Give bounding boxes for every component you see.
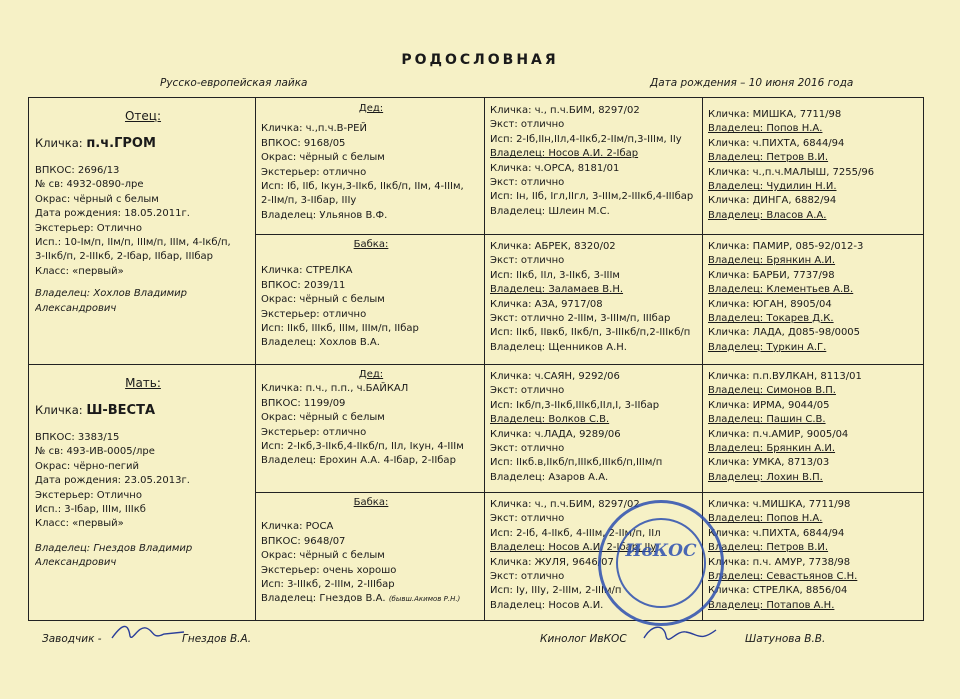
grandparent-line: Владелец: Хохлов В.А.: [261, 337, 380, 349]
column-divider: [484, 98, 485, 620]
grandparent-cell-paternal-granddam: [261, 238, 481, 362]
grandparent-cell-maternal-granddam: [261, 496, 481, 620]
father-name-label: Кличка:: [35, 136, 83, 151]
grandparent-line: Кличка: РОСА: [261, 521, 334, 533]
mother-heading: Мать:: [125, 376, 161, 390]
mother-info-line: Окрас: чёрно-пегий: [35, 460, 140, 472]
cynologist-label: Кинолог ИвКОС: [540, 633, 627, 645]
ancestor-line: Владелец: Петров В.И.: [708, 152, 829, 164]
ancestor-line: Владелец: Брянкин А.И.: [708, 255, 836, 267]
ancestor-line: Владелец: Севастьянов С.Н.: [708, 570, 858, 582]
grandparent-line: Окрас: чёрный с белым: [261, 550, 385, 562]
ancestor-line: Кличка: ДИНГА, 6882/94: [708, 195, 837, 207]
father-info-line: № св: 4932-0890-лре: [35, 179, 144, 191]
grandparent-owner-row: [261, 592, 481, 606]
ancestor-line: Экст: отлично: [490, 119, 565, 131]
ancestor-line: Владелец: Туркин А.Г.: [708, 341, 827, 353]
ancestor-line: Кличка: УМКА, 8713/03: [708, 457, 830, 469]
father-info-line: Исп.: 10-Iм/п, IIм/п, IIIм/п, IIIм, 4-Iкб/п,: [35, 236, 231, 248]
ancestor-line: Владелец: Пашин С.В.: [708, 414, 826, 426]
ancestor-line: Владелец: Азаров А.А.: [490, 471, 609, 483]
grandparent-line: Окрас: чёрный с белым: [261, 152, 385, 164]
ancestor-line: Владелец: Власов А.А.: [708, 209, 827, 221]
ancestor-line: Кличка: ЛАДА, Д085-98/0005: [708, 327, 861, 339]
father-cell: [35, 98, 251, 364]
ancestor-line: Кличка: ч.,п.ч.МАЛЫШ, 7255/96: [708, 166, 875, 178]
grandparent-line: Владелец: Ульянов В.Ф.: [261, 209, 388, 221]
father-info-line: ВПКОС: 2696/13: [35, 164, 120, 176]
organization-stamp: [598, 500, 724, 626]
ancestor-line: Исп: Iкб/п,3-IIкб,IIIкб,IIл,I, 3-IIбар: [490, 399, 660, 411]
ancestor-line: Кличка: ЮГАН, 8905/04: [708, 298, 832, 310]
ancestor-line: Кличка: ч.ПИХТА, 6844/94: [708, 527, 845, 539]
breeder-name: Гнездов В.А.: [182, 633, 252, 645]
great-great-grandparents-cell: [708, 108, 922, 232]
grandparent-line: Окрас: чёрный с белым: [261, 294, 385, 306]
grandparent-line: ВПКОС: 9648/07: [261, 535, 346, 547]
ancestor-line: Владелец: Носов А.И.: [490, 599, 604, 611]
ancestor-line: Исп: Iн, IIб, Iгл,IIгл, 3-IIIм,2-IIIкб,4-IIIбар: [490, 191, 694, 203]
grandparent-line: Окрас: чёрный с белым: [261, 412, 385, 424]
ancestor-line: Экст: отлично: [490, 513, 565, 525]
ancestor-line: Кличка: ч.ПИХТА, 6844/94: [708, 137, 845, 149]
ancestor-line: Исп: IIкб.в,IIкб/п,IIIкб,IIIкб/п,IIIм/п: [490, 457, 663, 469]
ancestor-line: Владелец: Клементьев А.В.: [708, 284, 854, 296]
grandparent-line: Кличка: п.ч., п.п., ч.БАЙКАЛ: [261, 383, 409, 395]
breed: Русско-европейская лайка: [160, 77, 308, 89]
ancestor-line: Владелец: Носов А.И. 2-Iбар: [490, 148, 639, 160]
ancestor-line: Кличка: ч., п.ч.БИМ, 8297/02: [490, 499, 640, 510]
great-great-grandparents-cell: [708, 498, 922, 620]
mother-info-line: Экстерьер: Отлично: [35, 489, 142, 501]
grandparent-line: ВПКОС: 1199/09: [261, 397, 346, 409]
column-divider: [255, 98, 256, 620]
ancestor-line: Кличка: п.п.ВУЛКАН, 8113/01: [708, 371, 862, 382]
ancestor-line: Исп: IIкб, IIвкб, IIкб/п, 3-IIIкб/п,2-IIIкб/п: [490, 327, 691, 339]
father-info-line: Экстерьер: Отлично: [35, 222, 142, 234]
breeder-label: Заводчик -: [42, 633, 102, 645]
ancestor-line: Владелец: Петров В.И.: [708, 542, 829, 554]
grandparent-line: ВПКОС: 2039/11: [261, 279, 346, 291]
grandparent-line: Кличка: ч.,п.ч.В-РЕЙ: [261, 123, 367, 135]
cynologist-signature: [640, 620, 720, 650]
mother-owner: Владелец: Гнездов Владимир: [35, 542, 193, 554]
mother-name: Ш-ВЕСТА: [86, 403, 156, 419]
ancestor-line: Владелец: Заламаев В.Н.: [490, 284, 624, 296]
ancestor-line: Кличка: ч., п.ч.БИМ, 8297/02: [490, 105, 640, 116]
ancestor-line: Владелец: Щенников А.Н.: [490, 341, 627, 353]
ancestor-line: Кличка: ЖУЛЯ, 9646/07: [490, 556, 614, 568]
ancestor-line: Владелец: Потапов А.Н.: [708, 599, 835, 611]
stamp-inner-ring: [616, 518, 706, 608]
document-title: РОДОСЛОВНАЯ: [401, 52, 559, 68]
grandparent-caption: Дед:: [358, 103, 384, 114]
ancestor-line: Экст: отлично: [490, 255, 565, 267]
ancestor-line: Кличка: п.ч.АМИР, 9005/04: [708, 428, 849, 440]
ancestor-line: Исп: 2-Iб, 4-IIкб, 4-IIIм, 2-IIм/п, IIл: [490, 527, 661, 539]
grandparent-line: Экстерьер: отлично: [261, 308, 367, 320]
grandparent-caption: Бабка:: [353, 497, 389, 508]
ancestor-line: Кличка: ч.МИШКА, 7711/98: [708, 499, 851, 510]
ancestor-line: Кличка: МИШКА, 7711/98: [708, 109, 842, 120]
ancestor-line: Экст: отлично: [490, 385, 565, 397]
father-heading: Отец:: [124, 109, 162, 123]
mother-cell: [35, 365, 251, 622]
ancestor-line: Исп: IIкб, IIл, 3-IIкб, 3-IIIм: [490, 269, 620, 281]
mother-info-line: ВПКОС: 3383/15: [35, 431, 120, 443]
ancestor-line: Кличка: АЗА, 9717/08: [490, 298, 603, 310]
father-owner: Александрович: [35, 302, 117, 314]
ancestor-line: Экст: отлично: [490, 442, 565, 454]
ancestor-line: Кличка: ПАМИР, 085-92/012-3: [708, 241, 864, 252]
ancestor-line: Владелец: Попов Н.А.: [708, 123, 823, 135]
ancestor-line: Владелец: Токарев Д.К.: [708, 312, 834, 324]
ancestor-line: Кличка: п.ч. АМУР, 7738/98: [708, 556, 851, 568]
grandparent-line: Исп: IIкб, IIIкб, IIIм, IIIм/п, IIбар: [261, 322, 419, 334]
ancestor-line: Кличка: ИРМА, 9044/05: [708, 399, 830, 411]
mother-info-line: Исп.: 3-Iбар, IIIм, IIIкб: [35, 503, 146, 515]
mother-info-line: Класс: «первый»: [35, 518, 124, 530]
ancestor-line: Исп: Iу, IIIу, 2-IIIм, 2-IIIм/п: [490, 585, 622, 597]
row-divider: [255, 234, 923, 235]
ancestor-line: Владелец: Волков С.В.: [490, 414, 610, 426]
ancestor-line: Кличка: ч.ОРСА, 8181/01: [490, 162, 620, 174]
mother-owner: Александрович: [35, 557, 117, 569]
cynologist-name: Шатунова В.В.: [745, 633, 826, 645]
ancestor-line: Экст: отлично 2-IIIм, 3-IIIм/п, IIIбар: [490, 312, 671, 324]
great-grandparents-cell: [490, 370, 700, 490]
litter-birth-date: Дата рождения – 10 июня 2016 года: [650, 77, 854, 89]
ancestor-line: Владелец: Шлеин М.С.: [490, 205, 610, 217]
grandparent-line: Исп: 2-Iкб,3-IIкб,4-IIкб/п, IIл, Iкун, 4-IIIм: [261, 440, 464, 452]
father-owner: Владелец: Хохлов Владимир: [35, 288, 187, 300]
mother-name-row: [35, 402, 251, 421]
grandparent-cell-paternal-grandsire: [261, 102, 481, 232]
father-info-line: Класс: «первый»: [35, 265, 124, 277]
stamp-text: ИвКОС: [625, 541, 697, 561]
ancestor-line: Кличка: ч.ЛАДА, 9289/06: [490, 428, 621, 440]
ancestor-line: Исп: 2-Iб,IIн,IIл,4-IIкб,2-IIм/п,3-IIIм, IIу: [490, 133, 682, 145]
ancestor-line: Кличка: ч.САЯН, 9292/06: [490, 371, 620, 382]
father-name-row: [35, 135, 251, 154]
breeder-signature: [108, 618, 188, 646]
row-divider: [255, 492, 923, 493]
grandparent-line: Кличка: СТРЕЛКА: [261, 265, 353, 277]
father-info-line: Дата рождения: 18.05.2011г.: [35, 208, 190, 220]
grandparent-line: ВПКОС: 9168/05: [261, 137, 346, 149]
great-great-grandparents-cell: [708, 370, 922, 490]
ancestor-line: Владелец: Брянкин А.И.: [708, 442, 836, 454]
pedigree-table: [28, 97, 924, 621]
ancestor-line: Владелец: Чудилин Н.И.: [708, 180, 837, 192]
great-great-grandparents-cell: [708, 240, 922, 362]
father-info-line: Окрас: чёрный с белым: [35, 193, 159, 205]
ancestor-line: Экст: отлично: [490, 176, 565, 188]
ancestor-line: Владелец: Лохин В.П.: [708, 471, 823, 483]
ancestor-line: Владелец: Попов Н.А.: [708, 513, 823, 525]
ancestor-line: Кличка: АБРЕК, 8320/02: [490, 241, 616, 252]
father-name: п.ч.ГРОМ: [86, 136, 156, 152]
ancestor-line: Кличка: БАРБИ, 7737/98: [708, 269, 835, 281]
mother-name-label: Кличка:: [35, 403, 83, 418]
ancestor-line: Кличка: СТРЕЛКА, 8856/04: [708, 585, 848, 597]
grandparent-line: Владелец: Ерохин А.А. 4-Iбар, 2-IIбар: [261, 455, 456, 467]
great-grandparents-cell: [490, 104, 700, 232]
previous-owner-note: (бывш.Акимов Р.Н.): [388, 595, 461, 604]
grandparent-line: 2-IIм/п, 3-IIбар, IIIу: [261, 195, 357, 207]
father-info-line: 3-IIкб/п, 2-IIIкб, 2-Iбар, IIбар, IIIбар: [35, 251, 214, 263]
ancestor-line: Владелец: Симонов В.П.: [708, 385, 836, 397]
grandparent-line: Исп: 3-IIIкб, 2-IIIм, 2-IIIбар: [261, 578, 395, 590]
grandparent-line: Владелец: Гнездов В.А.: [261, 593, 386, 605]
grandparent-line: Экстерьер: отлично: [261, 166, 367, 178]
ancestor-line: Владелец: Носов А.И. 2-Iбар, IIу: [490, 542, 657, 554]
grandparent-line: Экстерьер: отлично: [261, 426, 367, 438]
mother-info-line: Дата рождения: 23.05.2013г.: [35, 475, 190, 487]
great-grandparents-cell: [490, 240, 700, 362]
grandparent-caption: Дед:: [358, 369, 384, 380]
grandparent-line: Экстерьер: очень хорошо: [261, 564, 397, 576]
grandparent-caption: Бабка:: [353, 239, 389, 250]
mother-info-line: № св: 493-ИВ-0005/лре: [35, 446, 155, 458]
ancestor-line: Экст: отлично: [490, 570, 565, 582]
grandparent-line: Исп: Iб, IIб, Iкун,3-IIкб, IIкб/п, IIм, 4-IIIм,: [261, 180, 464, 192]
grandparent-cell-maternal-grandsire: [261, 368, 481, 490]
